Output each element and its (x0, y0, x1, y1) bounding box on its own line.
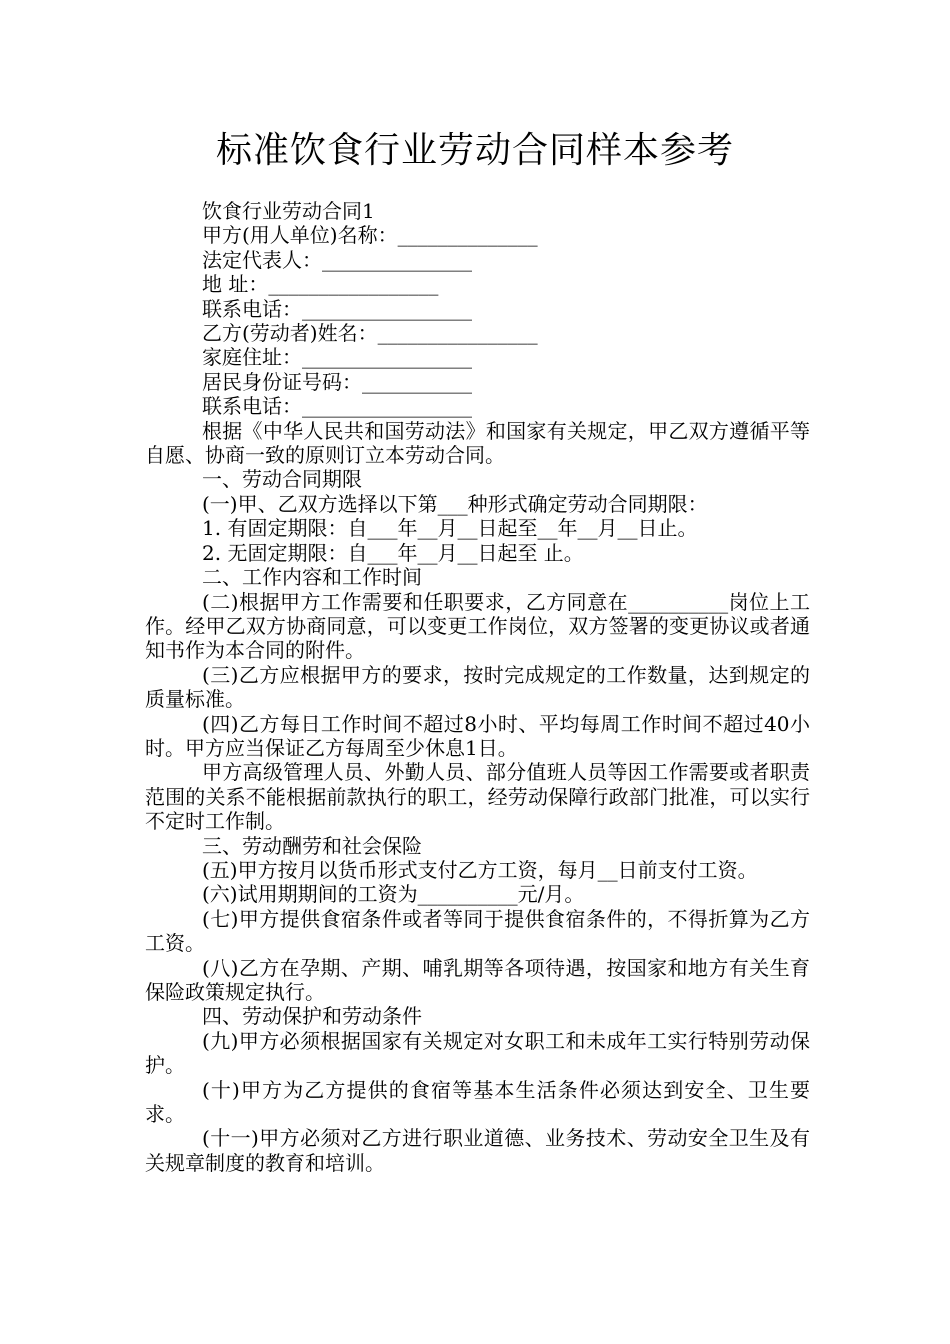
document-title: 标准饮食行业劳动合同样本参考 (215, 130, 734, 171)
home-address-field: 家庭住址：_________________ (202, 345, 472, 370)
document-body (145, 199, 810, 1175)
clause-6: (六)试用期期间的工资为__________元/月。 (202, 882, 585, 907)
clause-8: (八)乙方在孕期、产期、哺乳期等各项待遇，按国家和地方有关生育保险政策规定执行。 (145, 955, 810, 1004)
clause-2: (二)根据甲方工作需要和任职要求，乙方同意在__________岗位上工作。经甲乙双方协商同意，可以变更工作岗位，双方签署的变更协议或者通知书作为本合同的附件。 (145, 589, 810, 663)
party-b-phone-field: 联系电话：_________________ (202, 394, 472, 419)
address-field: 地 址：_________________ (202, 272, 439, 297)
id-number-field: 居民身份证号码：___________ (202, 369, 472, 394)
contract-heading: 饮食行业劳动合同1 (202, 199, 375, 223)
clause-10: (十)甲方为乙方提供的食宿等基本生活条件必须达到安全、卫生要求。 (145, 1077, 810, 1127)
clause-4-supplement: 甲方高级管理人员、外勤人员、部分值班人员等因工作需要或者职责范围的关系不能根据前款执行的职工，经劳动保障行政部门批准，可以实行不定时工作制。 (145, 760, 810, 834)
clause-3: (三)乙方应根据甲方的要求，按时完成规定的工作数量，达到规定的质量标准。 (145, 662, 810, 712)
clause-7: (七)甲方提供食宿条件或者等同于提供食宿条件的，不得折算为乙方工资。 (145, 906, 810, 956)
section-heading-3: 三、劳动酬劳和社会保险 (202, 833, 422, 858)
clause-9: (九)甲方必须根据国家有关规定对女职工和未成年工实行特别劳动保护。 (145, 1028, 810, 1078)
section-heading-1: 一、劳动合同期限 (202, 467, 362, 492)
clause-5: (五)甲方按月以货币形式支付乙方工资，每月__日前支付工资。 (202, 857, 758, 882)
party-a-phone-field: 联系电话：_________________ (202, 296, 472, 321)
preamble-paragraph: 根据《中华人民共和国劳动法》和国家有关规定，甲乙双方遵循平等自愿、协商一致的原则订立本劳动合同。 (145, 418, 810, 468)
term-option-2: 2. 无固定期限：自___年__月__日起至 止。 (202, 540, 584, 565)
party-a-name-field: 甲方(用人单位)名称：______________ (202, 223, 538, 248)
section-heading-2: 二、工作内容和工作时间 (202, 565, 422, 590)
term-option-1: 1. 有固定期限：自___年__月__日起至__年__月__日止。 (202, 516, 698, 541)
section-heading-4: 四、劳动保护和劳动条件 (202, 1004, 422, 1029)
clause-1: (一)甲、乙双方选择以下第___种形式确定劳动合同期限： (202, 491, 708, 516)
clause-4: (四)乙方每日工作时间不超过8小时、平均每周工作时间不超过40小时。甲方应当保证乙方每周至少休息1日。 (145, 711, 810, 760)
party-b-name-field: 乙方(劳动者)姓名：________________ (202, 321, 538, 346)
clause-11: (十一)甲方必须对乙方进行职业道德、业务技术、劳动安全卫生及有关规章制度的教育和培训。 (145, 1126, 810, 1175)
legal-representative-field: 法定代表人：_______________ (202, 247, 472, 272)
